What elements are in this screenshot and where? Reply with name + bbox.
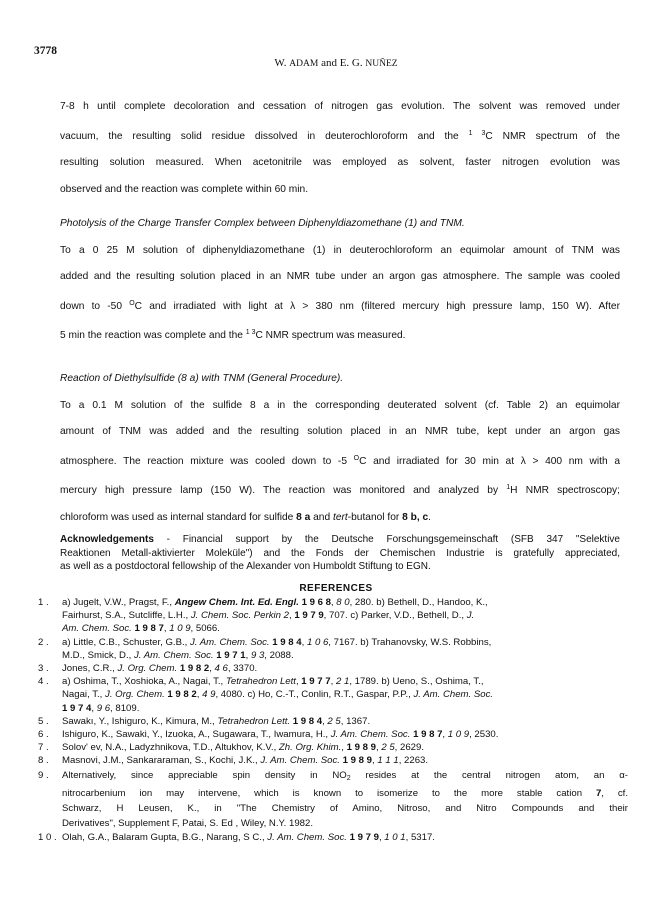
reference-item: 4 . a) Oshima, T., Xoshioka, A., Nagai, T., Tetrahedron Lett, 1 9 7 7, 2 1, 1789. b) Ueno, S., Oshima, T., Nagai, T., J. Org. Chem. 1 9 8 2, 4 9, 4080. c) Ho, C.-T., Conlin, R.T., Gaspar, P.P., J. Am. Chem. Soc. 1 9 7 4, 9 6, 8109. (38, 676, 494, 714)
reference-item: 6 . Ishiguro, K., Sawaki, Y., Izuoka, A., Sugawara, T., Iwamura, H., J. Am. Chem. Soc. 1 9 8 7, 1 0 9, 2530. (38, 729, 499, 741)
reference-item: 8 . Masnovi, J.M., Sankararaman, S., Kochi, J.K., J. Am. Chem. Soc. 1 9 8 9, 1 1 1, 2263. (38, 755, 429, 767)
section-photolysis: Photolysis of the Charge Transfer Complex between Diphenyldiazomethane (1) and TNM. To a 0 25 M solution of diphenyldiazomethane (1) in deuterochloroform an equimolar amount of TNM was added and the resulting solution placed in an NMR tube under an argon gas atmosphere. The sample was cooled down to -50 $^O$C and irradiated with light at λ > 380 nm (filtered mercury high pressure lamp, 150 W). After 5 min the reaction was complete and the $^{1 3}$C NMR spectrum was measured. (60, 211, 620, 350)
running-head: W. ADAM and E. G. NUÑEZ (274, 57, 398, 69)
reference-item: 3 . Jones, C.R., J. Org. Chem. 1 9 8 2, 4 6, 3370. (38, 663, 258, 675)
section-diethylsulfide: Reaction of Diethylsulfide (8 a) with TNM (General Procedure). To a 0.1 M solution of the sulfide 8 a in the corresponding deuterated solvent (cf. Table 2) an equimolar amount of TNM was added and the resulting solution placed in an NMR tube, kept under an argon gas atmosphere. The reaction mixture was cooled down to -5 $^O$C and irradiated for 30 min at λ > 400 nm with a mercury high pressure lamp (150 W). The reaction was monitored and analyzed by $^1$H NMR spectroscopy; chloroform was used as internal standard for sulfide 8 a and tert-butanol for 8 b, c. (60, 366, 620, 532)
section-heading-diethylsulfide: Reaction of Diethylsulfide (8 a) with TNM (General Procedure). (60, 373, 344, 384)
reference-item: 5 . Sawakı, Y., Ishiguro, K., Kimura, M., Tetrahedron Lett. 1 9 8 4, 2 5, 1367. (38, 715, 371, 727)
references-title: REFERENCES (299, 583, 373, 594)
section-heading-photolysis: Photolysis of the Charge Transfer Complex between Diphenyldiazomethane (1) and TNM. (60, 218, 465, 229)
acknowledgements: Acknowledgements - Financial support by the Deutsche Forschungsgemeinschaft (SFB 347 "Selektive Reaktionen Metall-aktivierter Moleküle") and the Fonds der Chemischen Industrie is gratefully appreciated, as well as a postdoctoral fellowship of the Alexander von Humboldt Stiftung to EGN. (60, 534, 620, 572)
reference-item: 1 0 . Olah, G.A., Balaram Gupta, B.G., Narang, S C., J. Am. Chem. Soc. 1 9 7 9, 1 0 1, 5317. (38, 831, 435, 843)
reference-item: 2 . a) Little, C.B., Schuster, G.B., J. Am. Chem. Soc. 1 9 8 4, 1 0 6, 7167. b) Trahanovsky, W.S. Robbins, M.D., Smick, D., J. Am. Chem. Soc. 1 9 7 1, 9 3, 2088. (38, 636, 492, 661)
page-number: 3778 (34, 45, 57, 57)
reference-item: 9 . Alternatively, since appreciable spin density in $NO_2$ resides at the central nitrogen atom, an α- nitrocarbenium ion may intervene, which is known to isomerize to the more stable cation 7, cf. Schwarz, H Leusen, K., in "The Chemistry of Amino, Nitroso, and Nitro Compounds and their Derivatives", Supplement F, Patai, S. Ed , Wiley, N.Y. 1982. (38, 769, 628, 829)
references-list (38, 596, 628, 844)
reference-item: 1 . a) Jugelt, V.W., Pragst, F., Angew Chem. Int. Ed. Engl. 1 9 6 8, 8 0, 280. b) Bethell, D., Handoo, K., Fairhurst, S.A., Sutcliffe, L.H., J. Chem. Soc. Perkin 2, 1 9 7 9, 707. c) Parker, V.D., Bethell, D., J. Am. Chem. Soc. 1 9 8 7, 1 0 9, 5066. (38, 597, 488, 635)
reference-item: 7 . Solov' ev, N.A., Ladyzhnikova, T.D., Altukhov, K.V., Zh. Org. Khim., 1 9 8 9, 2 5, 2629. (38, 742, 425, 754)
acknowledgements-label: Acknowledgements (60, 534, 154, 545)
experimental-paragraph-1: 7-8 h until complete decoloration and cessation of nitrogen gas evolution. The solvent was removed under vacuum, the resulting solid residue dissolved in deuterochloroform and the $^{1 3}$C NMR spectrum of the resulting solution measured. When acetonitrile was employed as solvent, faster nitrogen evolution was observed and the reaction was complete within 60 min. (60, 101, 620, 195)
